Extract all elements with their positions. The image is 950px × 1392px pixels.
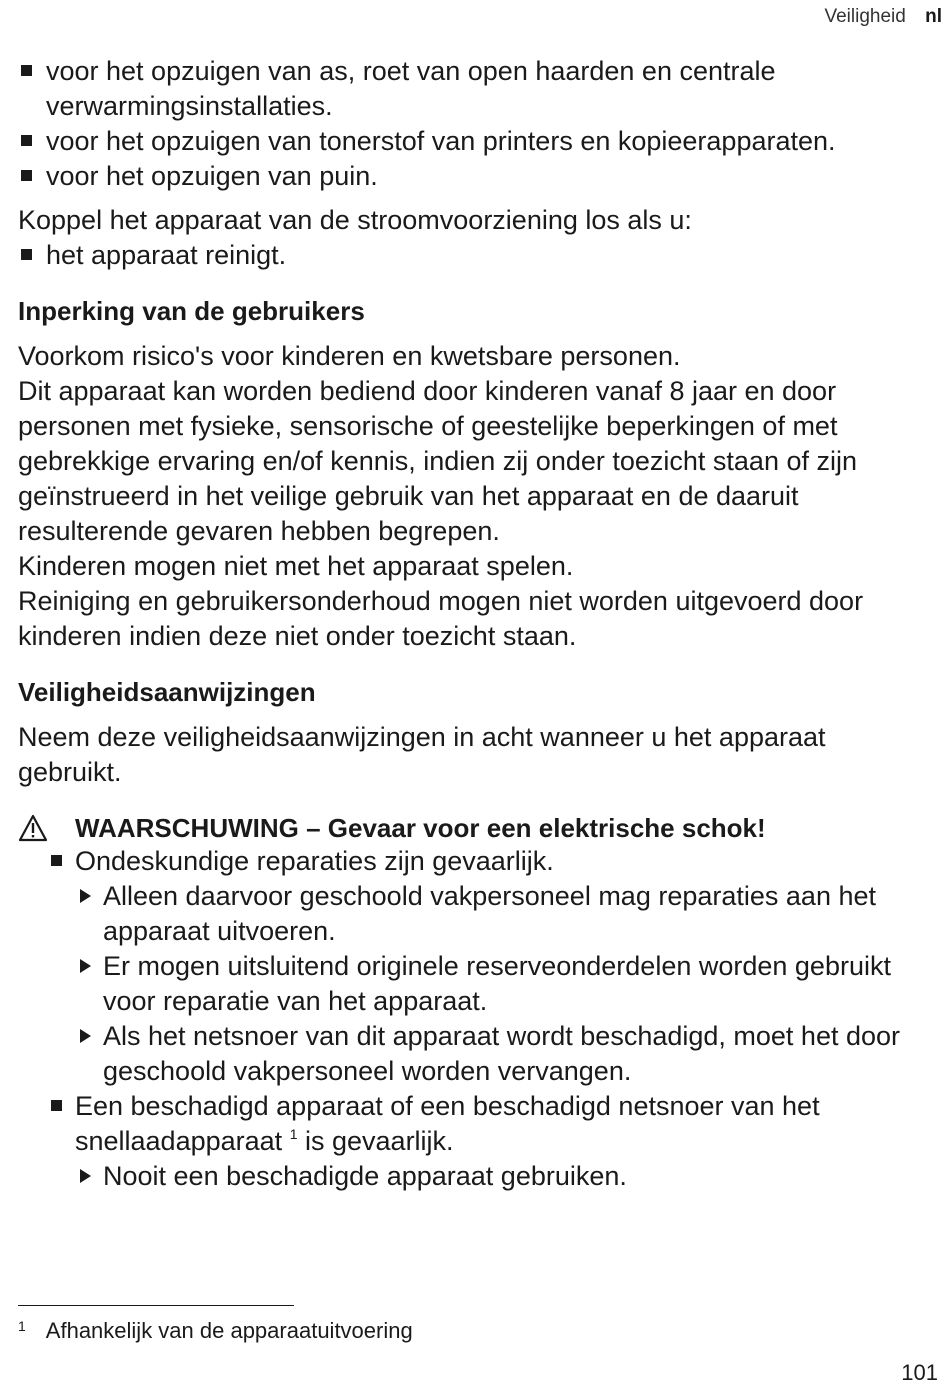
page-number: 101 bbox=[901, 1360, 938, 1385]
list-item: Ondeskundige reparaties zijn gevaarlijk. bbox=[18, 844, 933, 879]
page-content bbox=[18, 54, 933, 1194]
bullet-square-icon bbox=[51, 1100, 62, 1111]
action-item: Als het netsnoer van dit apparaat wordt beschadigd, moet het door geschoold vakpersoneel worden vervangen. bbox=[18, 1019, 933, 1089]
bullet-square-icon bbox=[21, 65, 32, 76]
warning-title: WAARSCHUWING – Gevaar voor een elektrische schok! bbox=[75, 813, 766, 843]
bullet-square-icon bbox=[21, 135, 32, 146]
section-heading-safety: Veiligheidsaanwijzingen bbox=[18, 677, 316, 707]
paragraph: Dit apparaat kan worden bediend door kinderen vanaf 8 jaar en door personen met fysieke, sensorische of geestelijke beperkingen of met gebrekkige ervaring en/of kennis, indien zij onder toezicht staan of zijn geïnstrueerd in het veilige gebruik van het apparaat en de daaruit resulterende gevaren hebben begrepen. bbox=[18, 376, 857, 546]
section-heading-users: Inperking van de gebruikers bbox=[18, 296, 365, 326]
list-item: het apparaat reinigt. bbox=[18, 238, 933, 273]
section-name: Veiligheid bbox=[824, 6, 906, 27]
list-item: voor het opzuigen van puin. bbox=[18, 159, 933, 194]
footnote bbox=[18, 1318, 413, 1344]
arrow-right-icon bbox=[80, 1029, 91, 1043]
arrow-right-icon bbox=[80, 959, 91, 973]
list-item: voor het opzuigen van as, roet van open haarden en centrale verwarmingsinstallaties. bbox=[18, 54, 933, 124]
footnote-text: Afhankelijk van de apparaatuitvoering bbox=[45, 1318, 413, 1343]
action-item: Alleen daarvoor geschoold vakpersoneel mag reparaties aan het apparaat uitvoeren. bbox=[18, 879, 933, 949]
language-code: nl bbox=[925, 6, 942, 27]
disconnect-text: Koppel het apparaat van de stroomvoorziening los als u: bbox=[18, 205, 692, 235]
arrow-right-icon bbox=[80, 1169, 91, 1183]
paragraph: Reiniging en gebruikersonderhoud mogen niet worden uitgevoerd door kinderen indien deze niet onder toezicht staan. bbox=[18, 586, 864, 651]
bullet-square-icon bbox=[21, 249, 32, 260]
paragraph: Voorkom risico's voor kinderen en kwetsbare personen. bbox=[18, 341, 681, 371]
action-item: Er mogen uitsluitend originele reserveonderdelen worden gebruikt voor reparatie van het apparaat. bbox=[18, 949, 933, 1019]
footnote-divider bbox=[18, 1305, 294, 1306]
arrow-right-icon bbox=[80, 889, 91, 903]
warning-triangle-icon bbox=[18, 814, 48, 842]
list-item: voor het opzuigen van tonerstof van printers en kopieerapparaten. bbox=[18, 124, 933, 159]
paragraph: Neem deze veiligheidsaanwijzingen in acht wanneer u het apparaat gebruikt. bbox=[18, 722, 826, 787]
bullet-square-icon bbox=[21, 170, 32, 181]
warning-heading bbox=[18, 812, 933, 844]
action-item: Nooit een beschadigde apparaat gebruiken. bbox=[18, 1159, 933, 1194]
list-item: Een beschadigd apparaat of een beschadigd netsnoer van het snellaadapparaat $^1$ is gevaarlijk. bbox=[18, 1089, 933, 1159]
bullet-square-icon bbox=[51, 855, 62, 866]
footnote-number: 1 bbox=[18, 1318, 26, 1334]
page-header bbox=[824, 6, 942, 28]
footnote-ref: 1 bbox=[289, 1126, 298, 1142]
paragraph: Kinderen mogen niet met het apparaat spelen. bbox=[18, 551, 574, 581]
